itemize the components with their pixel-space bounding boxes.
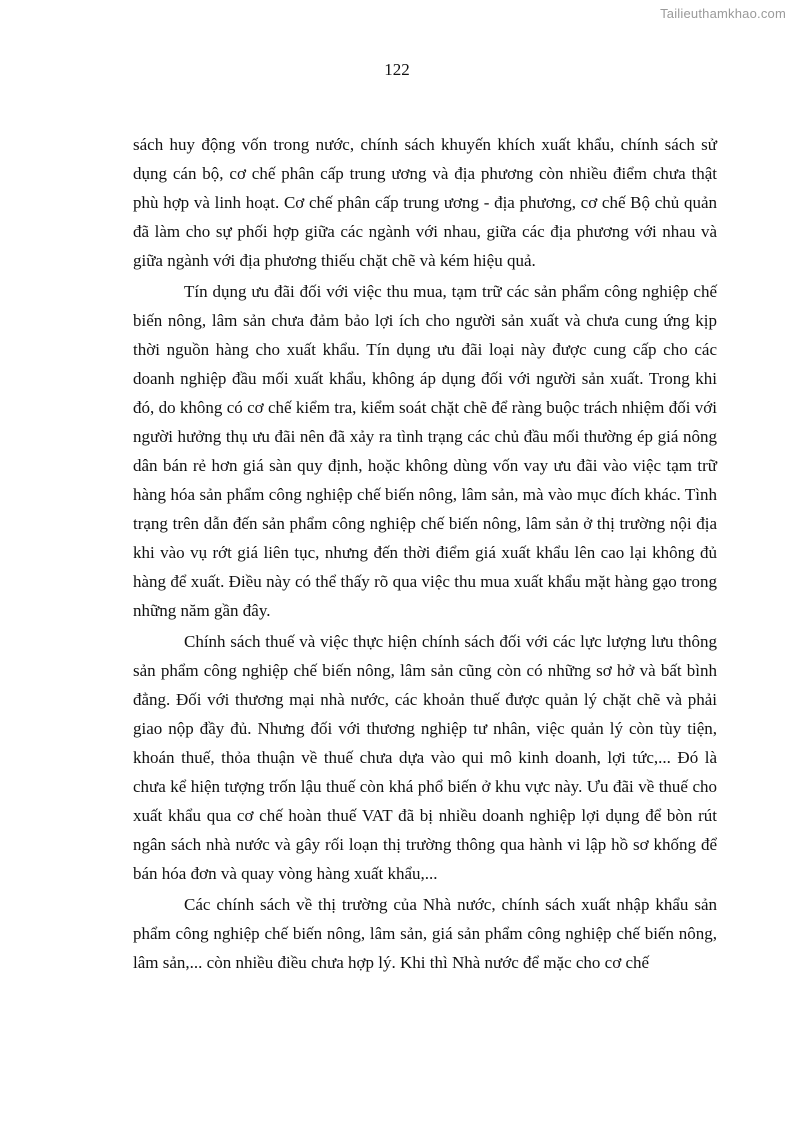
paragraph-2: Tín dụng ưu đãi đối với việc thu mua, tạm trữ các sản phẩm công nghiệp chế biến nông, lâm sản chưa đảm bảo lợi ích cho người sản xuất và chưa cung ứng kịp thời nguồn hàng cho xuất khẩu. Tín dụng ưu đãi loại này được cung cấp cho các doanh nghiệp đầu mối xuất khẩu, không áp dụng đối với người sản xuất. Trong khi đó, do không có cơ chế kiểm tra, kiểm soát chặt chẽ để ràng buộc trách nhiệm đối với người hưởng thụ ưu đãi nên đã xảy ra tình trạng các chủ đầu mối thường ép giá nông dân bán rẻ hơn giá sàn quy định, hoặc không dùng vốn vay ưu đãi vào việc tạm trữ hàng hóa sản phẩm công nghiệp chế biến nông, lâm sản, mà vào mục đích khác. Tình trạng trên dẫn đến sản phẩm công nghiệp chế biến nông, lâm sản ở thị trường nội địa khi vào vụ rớt giá liên tục, nhưng đến thời điểm giá xuất khẩu lên cao lại không đủ hàng để xuất. Điều này có thể thấy rõ qua việc thu mua xuất khẩu mặt hàng gạo trong những năm gần đây. (133, 282, 717, 620)
page-number: 122 (384, 60, 410, 79)
watermark: Tailieuthamkhao.com (660, 6, 786, 21)
paragraph-3: Chính sách thuế và việc thực hiện chính sách đối với các lực lượng lưu thông sản phẩm công nghiệp chế biến nông, lâm sản cũng còn có những sơ hở và bất bình đẳng. Đối với thương mại nhà nước, các khoản thuế được quản lý chặt chẽ và phải giao nộp đầy đủ. Nhưng đối với thương nghiệp tư nhân, việc quản lý còn tùy tiện, khoán thuế, thỏa thuận về thuế chưa dựa vào qui mô kinh doanh, lợi tức,... Đó là chưa kể hiện tượng trốn lậu thuế còn khá phổ biến ở khu vực này. Ưu đãi về thuế cho xuất khẩu qua cơ chế hoàn thuế VAT đã bị nhiều doanh nghiệp lợi dụng để bòn rút ngân sách nhà nước và gây rối loạn thị trường thông qua hành vi lập hồ sơ khống để bán hóa đơn và quay vòng hàng xuất khẩu,... (133, 632, 717, 883)
document-body (133, 130, 717, 979)
paragraph-1: sách huy động vốn trong nước, chính sách khuyến khích xuất khẩu, chính sách sử dụng cán bộ, cơ chế phân cấp trung ương và địa phương còn nhiều điểm chưa thật phù hợp và linh hoạt. Cơ chế phân cấp trung ương - địa phương, cơ chế Bộ chủ quản đã làm cho sự phối hợp giữa các ngành với nhau, giữa các địa phương với nhau và giữa ngành với địa phương thiếu chặt chẽ và kém hiệu quả. (133, 135, 717, 270)
paragraph-4: Các chính sách về thị trường của Nhà nước, chính sách xuất nhập khẩu sản phẩm công nghiệp chế biến nông, lâm sản, giá sản phẩm công nghiệp chế biến nông, lâm sản,... còn nhiều điều chưa hợp lý. Khi thì Nhà nước để mặc cho cơ chế (133, 895, 717, 972)
